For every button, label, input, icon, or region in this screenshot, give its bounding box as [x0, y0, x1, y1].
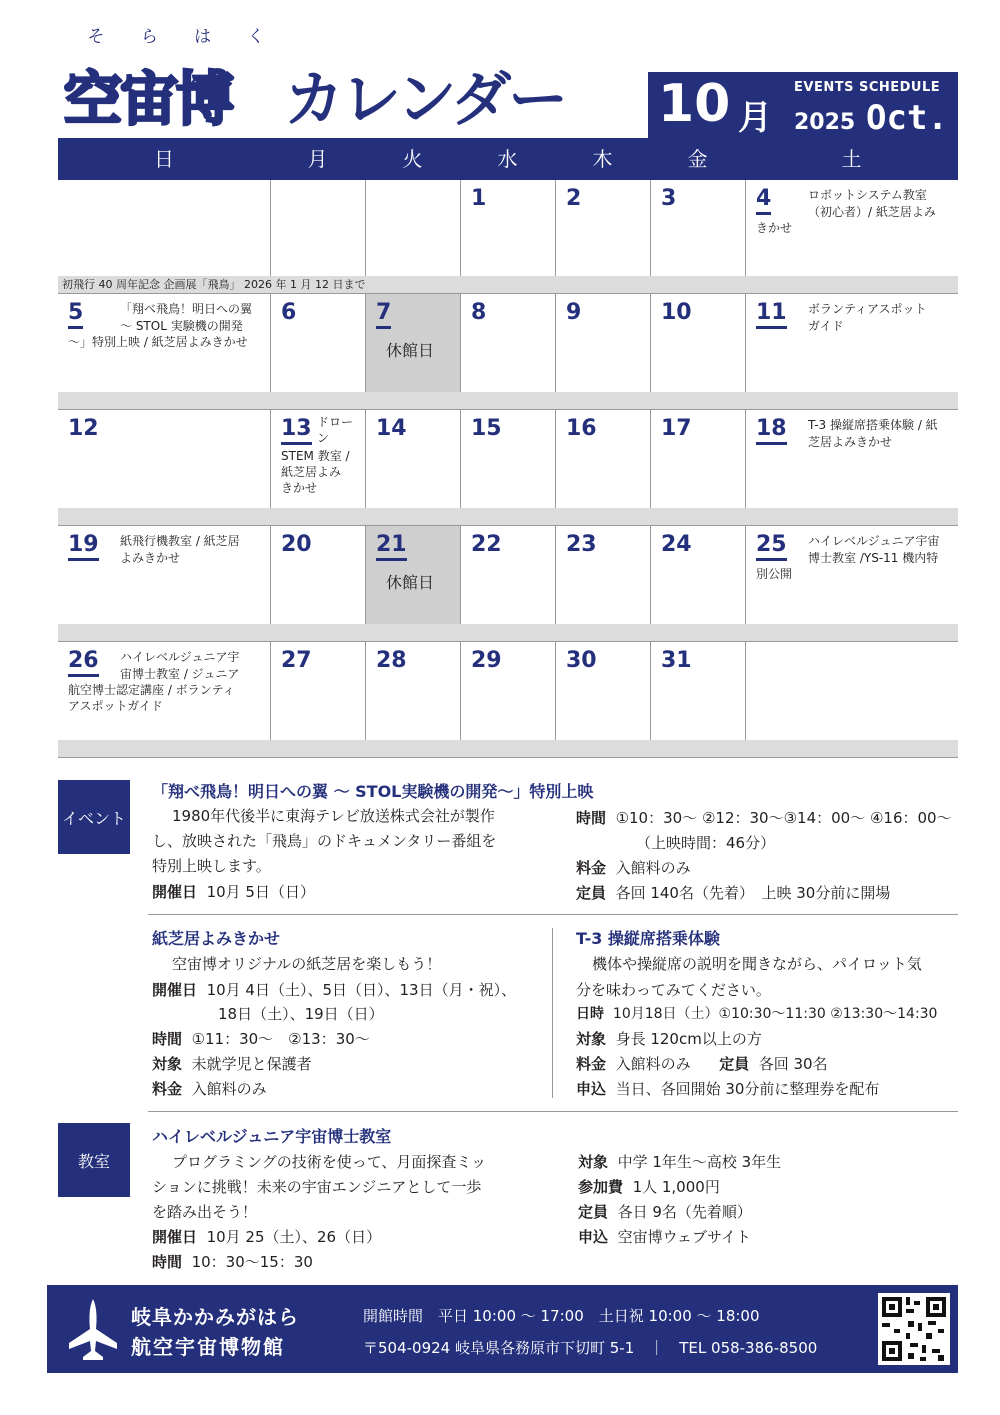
calendar-band	[58, 624, 958, 641]
day-cell	[555, 294, 650, 392]
event-text: よみきかせ	[120, 551, 181, 565]
label: 対象	[152, 1055, 183, 1073]
label: 開催日	[152, 883, 198, 901]
day-cell	[745, 180, 958, 276]
address-tel: 〒504-0924 岐阜県各務原市下切町 5-1 ｜ TEL 058-386-8500	[363, 1339, 818, 1357]
class-date-row	[152, 1225, 381, 1250]
day-number: 8	[471, 300, 487, 325]
label: 対象	[578, 1153, 609, 1171]
value: ①10：30〜 ②12：30〜③14：00〜 ④16：00〜	[615, 809, 952, 827]
day-cell	[365, 410, 460, 508]
day-number: 30	[566, 648, 597, 673]
event-text: （初心者）/ 紙芝居よみ	[808, 205, 936, 219]
event-text: T-3 操縦席搭乗体験 / 紙	[808, 418, 938, 432]
ruby-char: ら	[140, 27, 158, 47]
calendar-band	[58, 392, 958, 409]
value: 各回 140名（先着） 上映 30分前に開場	[615, 884, 891, 902]
divider	[552, 928, 553, 1098]
day-cell	[270, 294, 365, 392]
day-number: 4	[756, 186, 771, 215]
day-number: 17	[661, 416, 692, 441]
label: 定員	[719, 1055, 750, 1073]
day-number: 27	[281, 648, 312, 673]
museum-logo-icon	[65, 1297, 121, 1361]
divider	[148, 1111, 958, 1112]
month-banner	[648, 72, 958, 138]
event-text: ガイド	[808, 319, 844, 333]
value: 身長 120cm以上の方	[615, 1030, 762, 1048]
title-ruby	[76, 22, 276, 47]
event-date-row	[576, 1002, 937, 1027]
event-time-row	[576, 806, 952, 831]
day-cell	[745, 526, 958, 624]
value: 入館料のみ	[615, 859, 691, 877]
value: 当日、各回開始 30分前に整理券を配布	[615, 1080, 880, 1098]
weekday-thu: 木	[592, 147, 613, 171]
class-title-junior: ハイレベルジュニア宇宙博士教室	[152, 1127, 392, 1146]
day-cell	[58, 526, 270, 624]
day-number: 24	[661, 532, 692, 557]
day-number: 20	[281, 532, 312, 557]
value: 未就学児と保護者	[191, 1055, 312, 1073]
events-schedule-label: EVENTS SCHEDULE	[794, 80, 941, 95]
label: 申込	[578, 1228, 609, 1246]
value: 10月18日（土）①10:30〜11:30 ②13:30〜14:30	[612, 1006, 938, 1022]
museum-name-line1: 岐阜かかみがはら	[131, 1305, 299, 1329]
label: 時間	[152, 1253, 183, 1271]
day-number: 11	[756, 300, 787, 329]
day-number: 25	[756, 532, 787, 561]
value: 1人 1,000円	[632, 1178, 720, 1196]
day-number: 3	[661, 186, 677, 211]
class-cap-row	[578, 1200, 752, 1225]
weekday-mon: 月	[307, 147, 328, 171]
class-time-row	[152, 1250, 313, 1275]
event-target-row	[152, 1052, 312, 1077]
value: 入館料のみ	[191, 1080, 267, 1098]
class-fee-row	[578, 1175, 720, 1200]
exhibition-band: 初飛行 40 周年記念 企画展「飛鳥」 2026 年 1 月 12 日まで	[58, 276, 958, 293]
day-cell	[58, 294, 270, 392]
closed-label: 休館日	[386, 341, 435, 360]
event-desc: 空宙博オリジナルの紙芝居を楽しもう！	[172, 955, 442, 973]
month-kanji: 月	[738, 98, 772, 138]
footer	[47, 1285, 958, 1373]
day-number: 6	[281, 300, 297, 325]
day-number: 22	[471, 532, 502, 557]
day-cell	[650, 410, 745, 508]
day-number: 21	[376, 532, 407, 561]
day-cell-closed	[365, 294, 460, 392]
calendar-week	[58, 642, 958, 758]
calendar-grid	[58, 180, 958, 758]
event-desc: し、放映された「飛鳥」のドキュメンタリー番組を	[152, 832, 497, 850]
calendar-week	[58, 294, 958, 410]
day-number: 14	[376, 416, 407, 441]
weekday-fri: 金	[687, 147, 708, 171]
day-cell-empty	[270, 180, 365, 276]
event-text: きかせ	[281, 481, 318, 495]
qr-code-icon[interactable]	[878, 1293, 950, 1365]
day-cell	[460, 642, 555, 740]
label: 定員	[576, 884, 607, 902]
calendar-band	[58, 740, 958, 757]
day-cell	[555, 180, 650, 276]
label: 料金	[152, 1080, 183, 1098]
event-title-screening: 「翔べ飛鳥！明日への翼 〜 STOL実験機の開発〜」特別上映	[152, 782, 594, 801]
class-desc: プログラミングの技術を使って、月面探査ミッ	[172, 1153, 487, 1171]
day-number: 16	[566, 416, 597, 441]
ruby-char: く	[247, 27, 265, 47]
day-cell	[460, 294, 555, 392]
event-apply-row	[576, 1077, 879, 1102]
label: 時間	[576, 809, 607, 827]
day-cell-empty	[58, 180, 270, 276]
event-text: 紙飛行機教室 / 紙芝居	[120, 534, 240, 548]
class-apply-row	[578, 1225, 751, 1250]
label: 開催日	[152, 1228, 198, 1246]
event-time-sub: （上映時間：46分）	[636, 834, 776, 852]
value: 中学 1年生〜高校 3年生	[617, 1153, 782, 1171]
ruby-char: は	[194, 27, 212, 47]
class-desc: を踏み出そう！	[152, 1203, 258, 1221]
day-number: 7	[376, 300, 391, 329]
class-target-row	[578, 1150, 781, 1175]
day-number: 5	[68, 300, 83, 329]
section-tag-classes: 教室	[58, 1123, 130, 1197]
weekday-wed: 水	[497, 147, 518, 171]
day-cell	[58, 642, 270, 740]
weekday-sat: 土	[841, 147, 862, 171]
event-target-row	[576, 1027, 762, 1052]
label: 料金	[576, 1055, 607, 1073]
day-number: 19	[68, 532, 99, 561]
day-number: 18	[756, 416, 787, 445]
event-text: ン	[317, 431, 330, 445]
label: 対象	[576, 1030, 607, 1048]
day-cell	[650, 180, 745, 276]
day-cell	[555, 526, 650, 624]
day-cell	[270, 642, 365, 740]
value: 空宙博ウェブサイト	[617, 1228, 751, 1246]
day-number: 29	[471, 648, 502, 673]
event-time-row	[152, 1027, 370, 1052]
day-number: 26	[68, 648, 99, 677]
value: 入館料のみ	[615, 1055, 691, 1073]
day-number: 10	[661, 300, 692, 325]
event-date-row	[152, 880, 315, 905]
calendar-week	[58, 526, 958, 642]
event-title-kamishibai: 紙芝居よみきかせ	[152, 929, 281, 948]
day-number: 15	[471, 416, 502, 441]
day-cell	[270, 410, 365, 508]
title-sorahaku: 空宙博	[64, 65, 233, 133]
day-cell	[460, 410, 555, 508]
closed-label: 休館日	[386, 573, 435, 592]
value: ①11：30〜 ②13：30〜	[191, 1030, 370, 1048]
day-cell	[365, 642, 460, 740]
label: 開催日	[152, 981, 198, 999]
event-fee-row	[576, 1052, 828, 1077]
event-text: 〜」特別上映 / 紙芝居よみきかせ	[68, 335, 248, 349]
value: 各日 9名（先着順）	[617, 1203, 752, 1221]
day-number: 1	[471, 186, 487, 211]
day-cell	[650, 642, 745, 740]
day-cell	[460, 526, 555, 624]
day-cell	[58, 410, 270, 508]
label: 申込	[576, 1080, 607, 1098]
section-tag-events: イベント	[58, 780, 130, 854]
label: 料金	[576, 859, 607, 877]
label: 参加費	[578, 1178, 624, 1196]
event-text: 紙芝居よみ	[281, 465, 342, 479]
title-calendar: カレンダー	[284, 65, 566, 135]
day-cell	[745, 294, 958, 392]
day-cell	[650, 294, 745, 392]
event-cap-row	[576, 881, 890, 906]
event-text: 〜 STOL 実験機の開発	[120, 319, 243, 333]
event-desc: 機体や操縦席の説明を聞きながら、パイロット気	[592, 955, 922, 973]
event-fee-row	[576, 856, 691, 881]
event-text: 「翔べ飛鳥！明日への翼	[120, 302, 253, 316]
day-number: 23	[566, 532, 597, 557]
day-number: 31	[661, 648, 692, 673]
event-desc: 分を味わってみてください。	[576, 981, 771, 999]
event-text: ハイレベルジュニア宇	[120, 650, 240, 664]
event-text: 宙博士教室 / ジュニア	[120, 667, 240, 681]
day-cell-empty	[365, 180, 460, 276]
day-cell	[555, 410, 650, 508]
event-date-sub: 18日（土）、19日（日）	[218, 1005, 384, 1023]
day-number: 9	[566, 300, 582, 325]
day-number: 2	[566, 186, 582, 211]
label: 日時	[576, 1006, 604, 1022]
calendar-band	[58, 508, 958, 525]
event-text: ボランティアスポット	[808, 302, 927, 316]
event-text: ロボットシステム教室	[808, 188, 927, 202]
event-desc: 特別上映します。	[152, 857, 271, 875]
label: 時間	[152, 1030, 183, 1048]
ruby-char: そ	[87, 27, 105, 47]
year-label: 2025	[794, 110, 856, 135]
event-date-row	[152, 978, 516, 1003]
calendar-week	[58, 410, 958, 526]
weekday-sun: 日	[154, 147, 174, 171]
day-cell	[555, 642, 650, 740]
day-number: 13	[281, 416, 312, 445]
class-desc: ションに挑戦！未来の宇宙エンジニアとして一歩	[152, 1178, 482, 1196]
event-text: きかせ	[756, 221, 793, 235]
event-text: ドロー	[317, 415, 354, 429]
event-title-t3: T-3 操縦席搭乗体験	[576, 929, 720, 948]
event-desc: 1980年代後半に東海テレビ放送株式会社が製作	[172, 807, 495, 825]
divider	[148, 914, 958, 915]
label: 定員	[578, 1203, 609, 1221]
day-cell-closed	[365, 526, 460, 624]
museum-name-line2: 航空宇宙博物館	[131, 1335, 285, 1359]
event-text: 博士教室 /YS-11 機内特	[808, 551, 939, 565]
day-cell	[745, 410, 958, 508]
event-text: 芝居よみきかせ	[808, 435, 893, 449]
weekday-header	[58, 138, 958, 180]
value: 各回 30名	[758, 1055, 828, 1073]
day-cell	[270, 526, 365, 624]
month-en-label: Oct.	[866, 98, 948, 138]
month-number: 10	[658, 74, 731, 134]
event-text: 航空博士認定講座 / ボランティ	[68, 683, 235, 697]
value: 10月 5日（日）	[206, 883, 315, 901]
weekday-tue: 火	[402, 147, 423, 171]
day-number: 12	[68, 416, 99, 441]
day-number: 28	[376, 648, 407, 673]
calendar-week	[58, 180, 958, 294]
value: 10月 25（土）、26（日）	[206, 1228, 382, 1246]
value: 10：30〜15：30	[191, 1253, 313, 1271]
event-text: ハイレベルジュニア宇宙	[808, 534, 940, 548]
day-cell	[460, 180, 555, 276]
day-cell-empty	[745, 642, 958, 740]
event-fee-row	[152, 1077, 267, 1102]
opening-hours: 開館時間 平日 10:00 〜 17:00 土日祝 10:00 〜 18:00	[363, 1307, 760, 1325]
day-cell	[650, 526, 745, 624]
event-text: アスポットガイド	[68, 699, 163, 713]
event-text: 別公開	[756, 567, 793, 581]
event-text: STEM 教室 /	[281, 449, 350, 463]
value: 10月 4日（土）、5日（日）、13日（月・祝）、	[206, 981, 517, 999]
